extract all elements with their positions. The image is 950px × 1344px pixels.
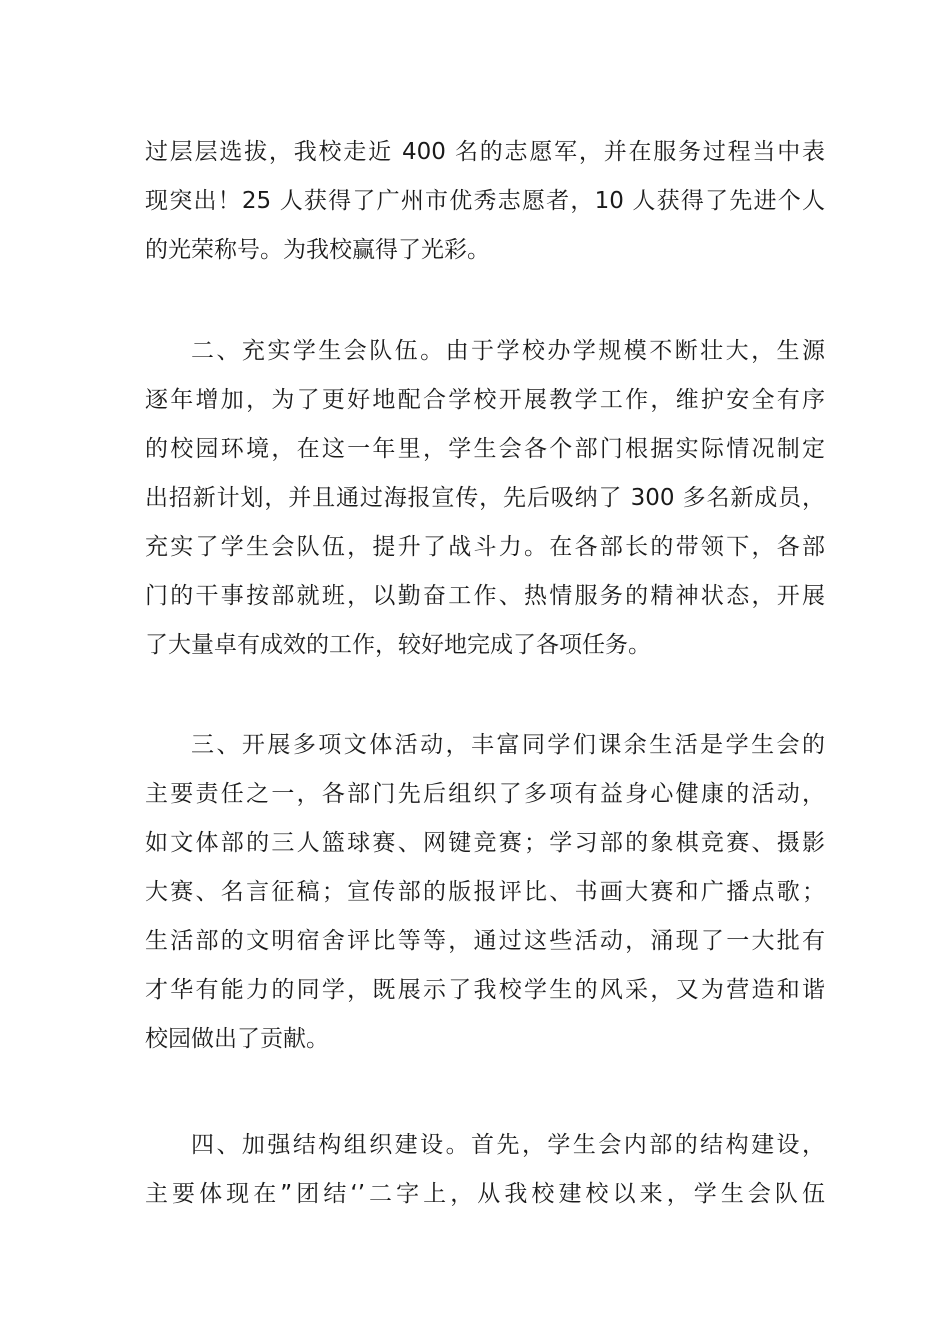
text-line: 四、加强结构组织建设。首先，学生会内部的结构建设， bbox=[191, 1132, 825, 1158]
text-line: 如文体部的三人篮球赛、网键竞赛；学习部的象棋竞赛、摄影 bbox=[145, 830, 825, 856]
text-line: 生活部的文明宿舍评比等等，通过这些活动，涌现了一大批有 bbox=[145, 928, 825, 954]
text-line: 充实了学生会队伍，提升了战斗力。在各部长的带领下，各部 bbox=[145, 534, 825, 560]
text-line: 三、开展多项文体活动，丰富同学们课余生活是学生会的 bbox=[191, 732, 825, 758]
text-line: 门的干事按部就班，以勤奋工作、热情服务的精神状态，开展 bbox=[145, 583, 825, 609]
text-line: 主要责任之一，各部门先后组织了多项有益身心健康的活动， bbox=[145, 781, 825, 807]
text-line: 才华有能力的同学，既展示了我校学生的风采，又为营造和谐 bbox=[145, 977, 825, 1003]
paragraph-4 bbox=[145, 1121, 825, 1219]
text-line: 过层层选拔，我校走近 400 名的志愿军，并在服务过程当中表 bbox=[145, 139, 825, 165]
text-line: 校园做出了贡献。 bbox=[145, 1026, 329, 1052]
text-line: 逐年增加，为了更好地配合学校开展教学工作，维护安全有序 bbox=[145, 387, 825, 413]
paragraph-2 bbox=[145, 327, 825, 670]
text-line: 现突出！25 人获得了广州市优秀志愿者，10 人获得了先进个人 bbox=[145, 188, 825, 214]
text-line: 出招新计划，并且通过海报宣传，先后吸纳了 300 多名新成员， bbox=[145, 485, 825, 511]
text-line: 的光荣称号。为我校赢得了光彩。 bbox=[145, 237, 490, 263]
paragraph-3 bbox=[145, 721, 825, 1064]
text-line: 的校园环境，在这一年里，学生会各个部门根据实际情况制定 bbox=[145, 436, 825, 462]
text-line: 大赛、名言征稿；宣传部的版报评比、书画大赛和广播点歌； bbox=[145, 879, 825, 905]
text-line: 主要体现在”团结‘’二字上，从我校建校以来，学生会队伍 bbox=[145, 1181, 825, 1207]
text-line: 了大量卓有成效的工作，较好地完成了各项任务。 bbox=[145, 632, 651, 658]
paragraph-1 bbox=[145, 128, 825, 275]
text-line: 二、充实学生会队伍。由于学校办学规模不断壮大，生源 bbox=[191, 338, 825, 364]
